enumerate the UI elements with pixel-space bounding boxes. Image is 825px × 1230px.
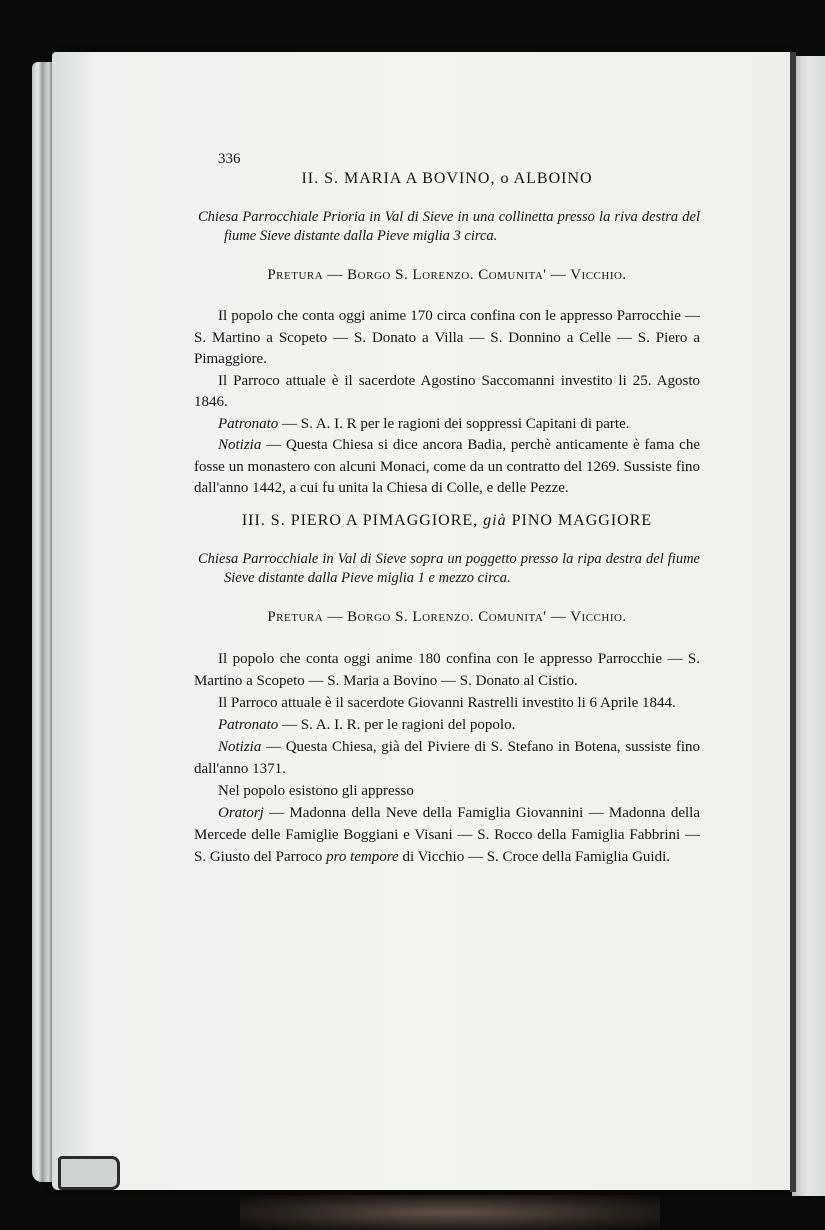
- section-iii: [194, 510, 700, 868]
- section-ii-paragraph-1: Il popolo che conta oggi anime 170 circa confina con le appresso Parrocchie — S. Martino a Scopeto — S. Donato a Villa — S. Donnino a Celle — S. Piero a Pimaggiore.: [194, 308, 700, 367]
- patronato-text-2: — S. A. I. R. per le ragioni del popolo.: [278, 716, 516, 733]
- oratorj-label: Oratorj: [218, 804, 264, 821]
- section-iii-description: Chiesa Parrocchiale in Val di Sieve sopra un poggetto presso la ripa destra del fiume Sieve distante dalla Pieve miglia 1 e mezzo circa.: [198, 550, 700, 586]
- section-iii-heading-main: III. S. PIERO A PIMAGGIORE,: [241, 511, 484, 529]
- section-ii-paragraph-3: [194, 414, 700, 436]
- page-text: [194, 148, 700, 868]
- section-iii-paragraph-1: Il popolo che conta oggi anime 180 confina con le appresso Parrocchie — S. Martino a Scopeto — S. Maria a Bovino — S. Donato al Cistio.: [194, 650, 700, 689]
- section-ii-paragraph-2: Il Parroco attuale è il sacerdote Agostino Saccomanni investito li 25. Agosto 1846.: [194, 372, 700, 410]
- section-iii-heading-italic: già: [483, 511, 507, 529]
- section-ii: [194, 168, 700, 500]
- section-iii-paragraph-6: [194, 802, 700, 868]
- book-spine: [790, 52, 796, 1192]
- section-ii-description: Chiesa Parrocchiale Prioria in Val di Sieve in una collinetta presso la riva destra del fiume Sieve distante dalla Pieve miglia 3 circa.: [198, 209, 700, 244]
- section-iii-pretura: Pretura — Borgo S. Lorenzo. Comunita' — Vicchio.: [267, 608, 627, 625]
- oratorj-text: — Madonna della Neve della Famiglia Giovannini — Madonna della Mercede delle Famiglie Boggiani e Visani — S. Rocco della Famiglia Fabbrini — S. Giusto del Parroco: [194, 804, 700, 865]
- section-iii-paragraph-2: Il Parroco attuale è il sacerdote Giovanni Rastrelli investito li 6 Aprile 1844.: [218, 694, 676, 711]
- section-ii-heading: II. S. MARIA A BOVINO, o ALBOINO: [301, 170, 593, 187]
- section-iii-paragraph-3: [194, 714, 700, 736]
- finger-shadow: [240, 1195, 660, 1230]
- section-gap: [194, 500, 700, 508]
- page-number: 336: [218, 151, 241, 167]
- section-iii-heading: [194, 510, 700, 532]
- patronato-text: — S. A. I. R per le ragioni dei soppressi Capitani di parte.: [278, 415, 630, 432]
- notizia-label-2: Notizia: [218, 738, 262, 755]
- next-page-edge: [792, 56, 825, 1196]
- section-iii-heading-end: PINO MAGGIORE: [506, 511, 653, 529]
- notizia-text-2: — Questa Chiesa, già del Piviere di S. Stefano in Botena, sussiste fino dall'anno 1371.: [194, 738, 700, 777]
- section-ii-pretura: Pretura — Borgo S. Lorenzo. Comunita' — Vicchio.: [267, 267, 627, 283]
- section-ii-paragraph-4: [194, 435, 700, 500]
- section-iii-paragraph-5: Nel popolo esistono gli appresso: [218, 782, 414, 799]
- patronato-label: Patronato: [218, 415, 279, 432]
- binder-clip: [58, 1156, 120, 1190]
- section-iii-paragraph-4: [194, 736, 700, 780]
- notizia-label: Notizia: [218, 437, 262, 453]
- notizia-text: — Questa Chiesa si dice ancora Badia, perchè anticamente è fama che fosse un monastero con alcuni Monaci, come da un contratto del 1269. Sussiste fino dall'anno 1442, a cui fu unita la Chiesa di Colle, e delle Pezze.: [194, 437, 700, 496]
- pro-tempore: pro tempore: [326, 848, 399, 865]
- patronato-label-2: Patronato: [218, 716, 279, 733]
- oratorj-end: di Vicchio — S. Croce della Famiglia Guidi.: [398, 848, 671, 865]
